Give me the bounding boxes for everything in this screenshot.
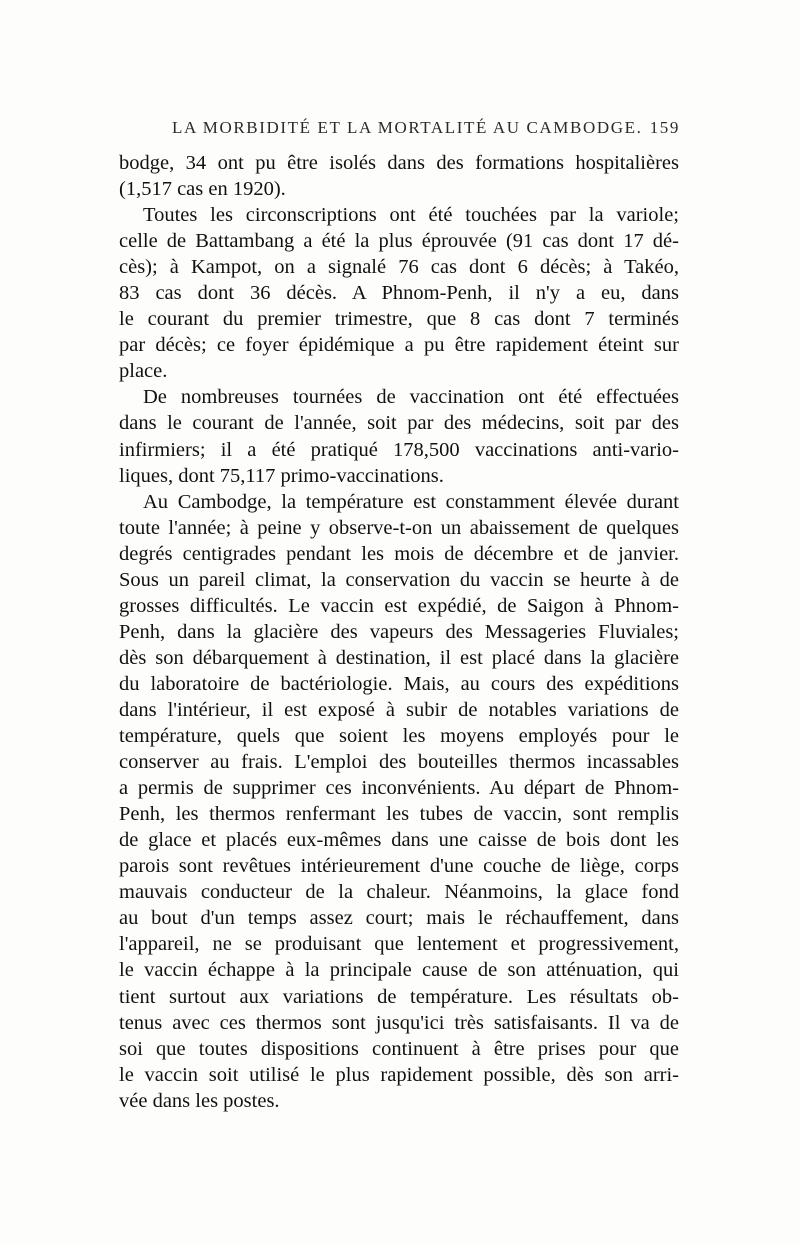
text-line: du laboratoire de bactériologie. Mais, au cours des expéditions [119, 672, 679, 695]
text-line: conserver au frais. L'emploi des bouteilles thermos incassables [119, 751, 679, 774]
text-line: le vaccin soit utilisé le plus rapidement possible, dès son arri- [119, 1063, 679, 1086]
text-line: Penh, dans la glacière des vapeurs des Messageries Fluviales; [119, 620, 679, 643]
text-line: vée dans les postes. [119, 1089, 280, 1112]
text-line: parois sont revêtues intérieurement d'une couche de liège, corps [119, 855, 679, 878]
text-line: liques, dont 75,117 primo-vaccinations. [119, 464, 444, 487]
body-text [119, 150, 679, 1114]
text-line: a permis de supprimer ces inconvénients. Au départ de Phnom- [119, 777, 679, 800]
text-line: au bout d'un temps assez court; mais le réchauffement, dans [119, 907, 679, 930]
text-line: dans le courant de l'année, soit par des médecins, soit par des [119, 412, 679, 435]
text-line: cès); à Kampot, on a signalé 76 cas dont 6 décès; à Takéo, [119, 256, 679, 279]
text-line: 83 cas dont 36 décès. A Phnom-Penh, il n'y a eu, dans [119, 282, 679, 305]
text-line: tient surtout aux variations de température. Les résultats ob- [119, 985, 679, 1008]
text-line: mauvais conducteur de la chaleur. Néanmoins, la glace fond [119, 881, 679, 904]
text-line: De nombreuses tournées de vaccination ont été effectuées [143, 386, 679, 409]
text-line: Au Cambodge, la température est constamment élevée durant [143, 490, 679, 513]
text-line: bodge, 34 ont pu être isolés dans des formations hospitalières [119, 152, 679, 174]
text-line: température, quels que soient les moyens employés pour le [119, 725, 679, 748]
text-line: par décès; ce foyer épidémique a pu être rapidement éteint sur [119, 334, 679, 357]
text-line: tenus avec ces thermos sont jusqu'ici très satisfaisants. Il va de [119, 1011, 679, 1034]
text-line: le courant du premier trimestre, que 8 cas dont 7 terminés [119, 308, 679, 331]
page-number: 159 [649, 118, 680, 137]
text-line: soi que toutes dispositions continuent à être prises pour que [119, 1037, 679, 1060]
text-line: l'appareil, ne se produisant que lentement et progressivement, [119, 933, 679, 956]
text-line: celle de Battambang a été la plus éprouvée (91 cas dont 17 dé- [119, 230, 679, 253]
text-line: infirmiers; il a été pratiqué 178,500 vaccinations anti-vario- [119, 438, 679, 461]
text-line: de glace et placés eux-mêmes dans une caisse de bois dont les [119, 829, 679, 852]
text-line: place. [119, 360, 168, 383]
text-line: grosses difficultés. Le vaccin est expédié, de Saigon à Phnom- [119, 594, 679, 617]
text-line: dans l'intérieur, il est exposé à subir de notables variations de [119, 698, 679, 721]
text-line: dès son débarquement à destination, il est placé dans la glacière [119, 646, 679, 669]
running-head-title: LA MORBIDITÉ ET LA MORTALITÉ AU CAMBODGE. [172, 118, 643, 137]
text-line: toute l'année; à peine y observe-t-on un abaissement de quelques [119, 516, 679, 539]
text-line: le vaccin échappe à la principale cause de son atténuation, qui [119, 959, 679, 982]
text-line: degrés centigrades pendant les mois de décembre et de janvier. [119, 542, 679, 565]
text-line: Toutes les circonscriptions ont été touchées par la variole; [143, 204, 679, 227]
text-line: Penh, les thermos renfermant les tubes de vaccin, sont remplis [119, 803, 679, 826]
text-line: (1,517 cas en 1920). [119, 178, 286, 201]
text-line: Sous un pareil climat, la conservation du vaccin se heurte à de [119, 568, 679, 591]
